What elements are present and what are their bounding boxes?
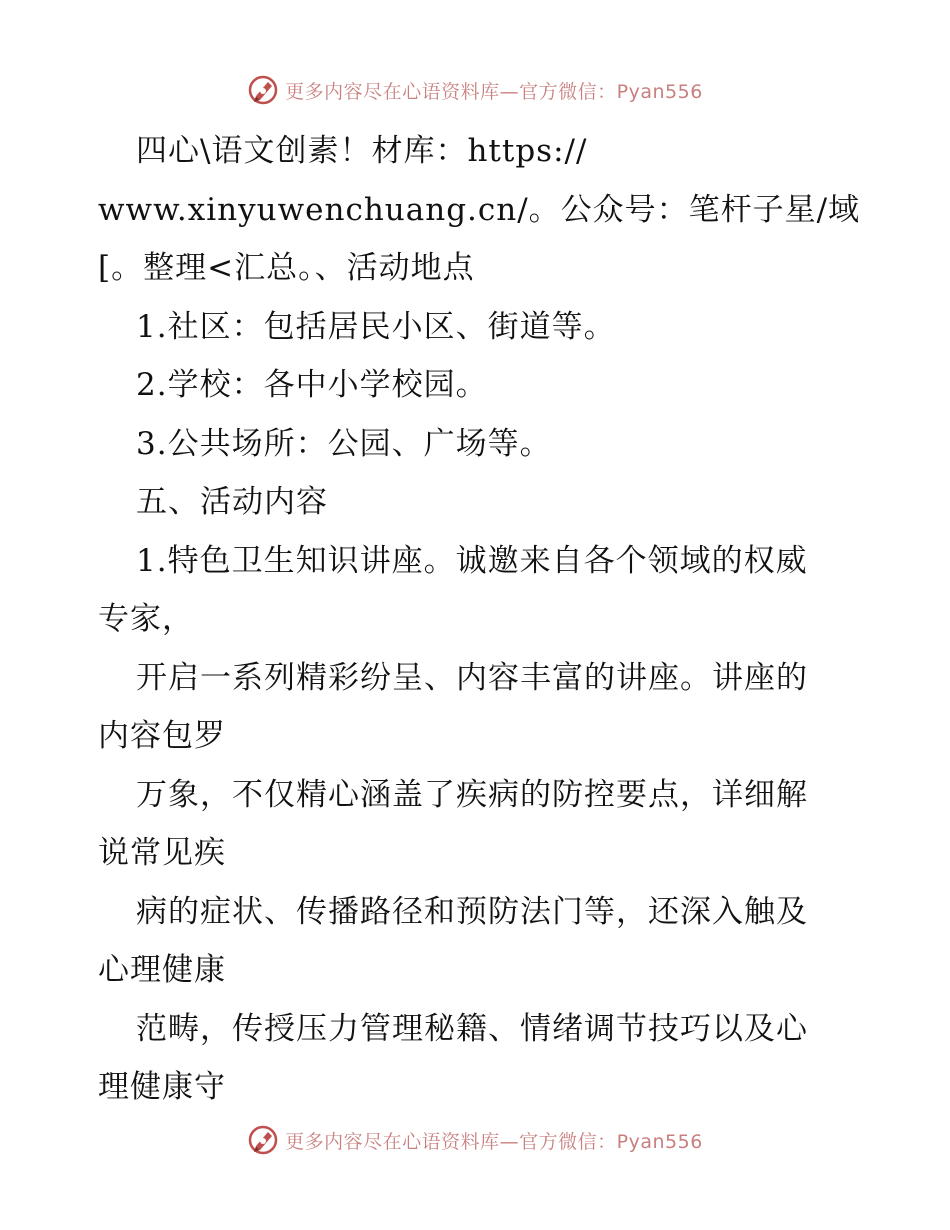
text-line: 内容包罗 xyxy=(98,718,226,754)
footer-banner xyxy=(0,1122,950,1158)
pen-logo-icon xyxy=(247,1124,279,1156)
text-line: 1.社区：包括居民小区、街道等。 xyxy=(136,308,616,345)
text-line: 专家， xyxy=(98,601,194,637)
text-line: 理健康守 xyxy=(98,1069,226,1105)
pen-logo-icon xyxy=(247,74,279,106)
text-line: [。整理<汇总。、活动地点 xyxy=(98,250,475,286)
banner-text xyxy=(285,77,703,104)
text-line: 说常见疾 xyxy=(98,835,226,871)
section-heading: 五、活动内容 xyxy=(136,484,328,520)
text-line: 心理健康 xyxy=(98,952,226,988)
text-line: www.xinyuwenchuang.cn/。公众号：笔杆子星/域 xyxy=(98,191,861,228)
document-body xyxy=(98,122,861,1117)
brand-text: 更多内容尽在心语资料库 xyxy=(285,80,500,103)
wechat-text: 官方微信：Pyan556 xyxy=(519,80,703,103)
brand-text: 更多内容尽在心语资料库 xyxy=(285,1130,500,1153)
text-line: 1.特色卫生知识讲座。诚邀来自各个领域的权威 xyxy=(136,542,808,579)
wechat-text: 官方微信：Pyan556 xyxy=(519,1130,703,1153)
text-line: 病的症状、传播路径和预防法门等，还深入触及 xyxy=(136,893,808,930)
text-line: 四心\语文创素！材库：https:// xyxy=(136,133,588,169)
text-line: 范畴，传授压力管理秘籍、情绪调节技巧以及心 xyxy=(136,1010,808,1047)
text-line: 2.学校：各中小学校园。 xyxy=(136,367,488,403)
banner-text xyxy=(285,1127,703,1154)
text-line: 3.公共场所：公园、广场等。 xyxy=(136,425,552,462)
header-banner xyxy=(0,72,950,108)
banner-separator: — xyxy=(499,1130,520,1153)
banner-separator: — xyxy=(499,80,520,103)
text-line: 万象，不仅精心涵盖了疾病的防控要点，详细解 xyxy=(136,776,808,813)
text-line: 开启一系列精彩纷呈、内容丰富的讲座。讲座的 xyxy=(136,659,808,696)
